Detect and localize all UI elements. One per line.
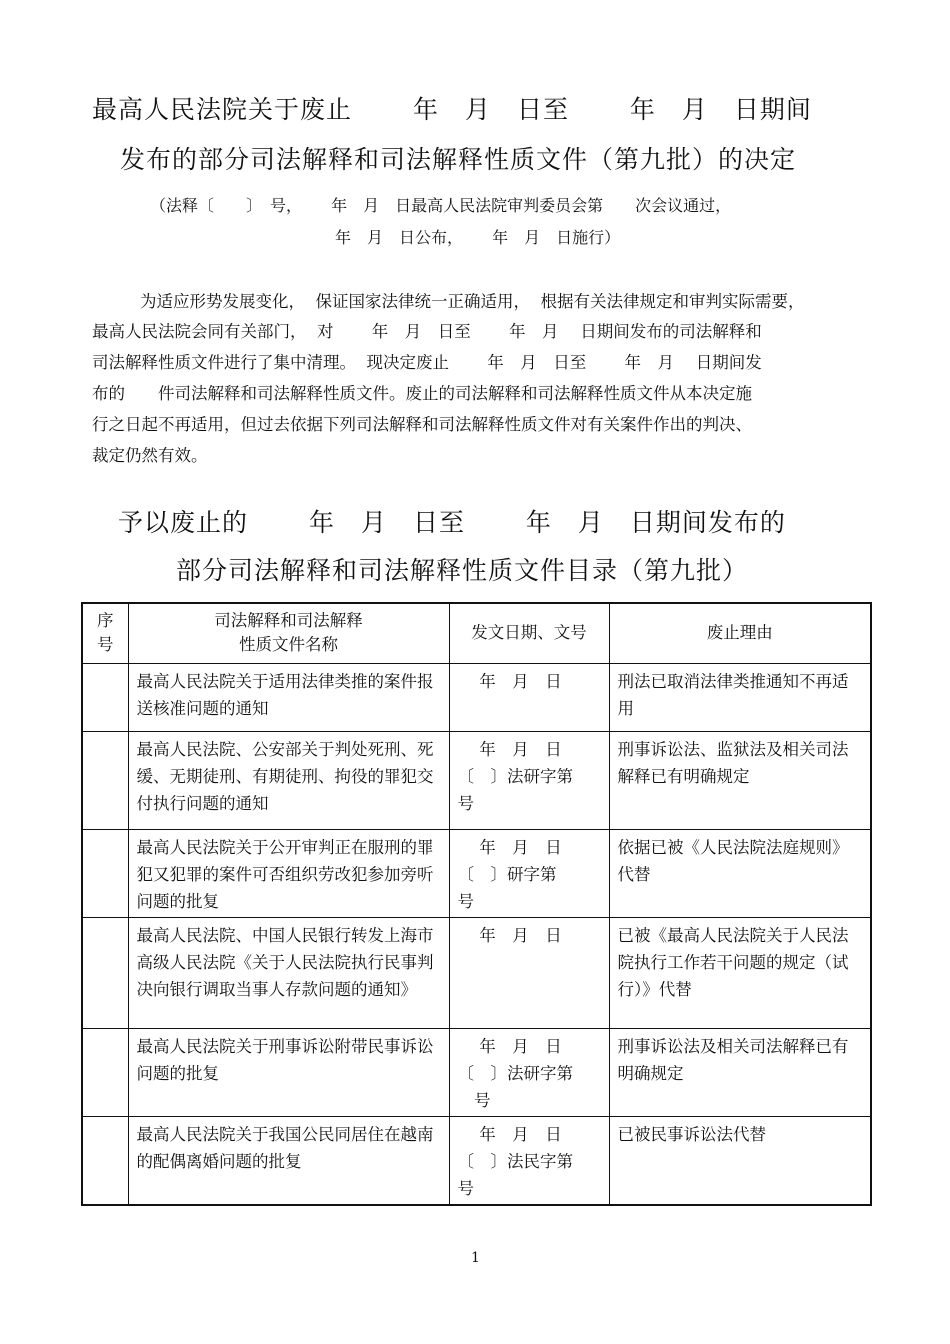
header-date: 发文日期、文号 bbox=[449, 603, 609, 663]
list-title-line-2: 部分司法解释和司法解释性质文件目录（第九批） bbox=[176, 556, 749, 585]
cell-seq bbox=[82, 917, 128, 1028]
cell-reason: 已被民事诉讼法代替 bbox=[609, 1116, 871, 1205]
doc-title-line-2: 发布的部分司法解释和司法解释性质文件（第九批）的决定 bbox=[120, 145, 797, 174]
header-reason: 废止理由 bbox=[609, 603, 871, 663]
doc-title-line-1: 最高人民法院关于废止 年 月 日至 年 月 日期间 bbox=[92, 95, 812, 124]
cell-date: 年 月 日 〔 〕法研字第 号 bbox=[449, 1028, 609, 1116]
body-line: 司法解释性质文件进行了集中清理。 现决定废止 年 月 日至 年 月 日期间发 bbox=[92, 353, 762, 372]
repealed-documents-table bbox=[81, 602, 872, 1206]
cell-date: 年 月 日 bbox=[449, 917, 609, 1028]
table-row bbox=[82, 1116, 871, 1205]
page-number: 1 bbox=[471, 1250, 480, 1266]
list-title-line-1: 予以废止的 年 月 日至 年 月 日期间发布的 bbox=[118, 508, 786, 537]
cell-name: 最高人民法院关于公开审判正在服刑的罪犯又犯罪的案件可否组织劳改犯参加旁听问题的批复 bbox=[128, 829, 449, 917]
cell-date: 年 月 日 〔 〕研字第 号 bbox=[449, 829, 609, 917]
body-line: 最高人民法院会同有关部门， 对 年 月 日至 年 月 日期间发布的司法解释和 bbox=[92, 322, 762, 341]
body-line: 为适应形势发展变化， 保证国家法律统一正确适用， 根据有关法律规定和审判实际需要， bbox=[140, 292, 805, 311]
table-row bbox=[82, 829, 871, 917]
subtitle-line-2: 年 月 日公布， 年 月 日施行） bbox=[335, 228, 621, 247]
cell-reason: 刑事诉讼法、监狱法及相关司法解释已有明确规定 bbox=[609, 731, 871, 829]
table-row bbox=[82, 1028, 871, 1116]
cell-seq bbox=[82, 1116, 128, 1205]
cell-name: 最高人民法院关于刑事诉讼附带民事诉讼问题的批复 bbox=[128, 1028, 449, 1116]
cell-seq bbox=[82, 1028, 128, 1116]
cell-reason: 刑法已取消法律类推通知不再适用 bbox=[609, 663, 871, 731]
cell-date: 年 月 日 bbox=[449, 663, 609, 731]
cell-name: 最高人民法院关于适用法律类推的案件报送核准问题的通知 bbox=[128, 663, 449, 731]
cell-date: 年 月 日 〔 〕法民字第 号 bbox=[449, 1116, 609, 1205]
header-name: 司法解释和司法解释 性质文件名称 bbox=[128, 603, 449, 663]
cell-name: 最高人民法院、中国人民银行转发上海市高级人民法院《关于人民法院执行民事判决向银行调取当事人存款问题的通知》 bbox=[128, 917, 449, 1028]
cell-name: 最高人民法院、公安部关于判处死刑、死缓、无期徒刑、有期徒刑、拘役的罪犯交付执行问题的通知 bbox=[128, 731, 449, 829]
cell-seq bbox=[82, 663, 128, 731]
subtitle-line-1: （法释〔 〕 号， 年 月 日最高人民法院审判委员会第 次会议通过， bbox=[150, 196, 732, 215]
header-seq: 序 号 bbox=[82, 603, 128, 663]
body-line: 行之日起不再适用，但过去依据下列司法解释和司法解释性质文件对有关案件作出的判决、 bbox=[92, 415, 752, 434]
table-row bbox=[82, 663, 871, 731]
body-line: 布的 件司法解释和司法解释性质文件。废止的司法解释和司法解释性质文件从本决定施 bbox=[92, 384, 752, 403]
table-row bbox=[82, 917, 871, 1028]
cell-seq bbox=[82, 731, 128, 829]
table-row bbox=[82, 731, 871, 829]
cell-seq bbox=[82, 829, 128, 917]
cell-date: 年 月 日 〔 〕法研字第 号 bbox=[449, 731, 609, 829]
cell-name: 最高人民法院关于我国公民同居住在越南的配偶离婚问题的批复 bbox=[128, 1116, 449, 1205]
cell-reason: 依据已被《人民法院法庭规则》代替 bbox=[609, 829, 871, 917]
cell-reason: 已被《最高人民法院关于人民法院执行工作若干问题的规定（试行）》代替 bbox=[609, 917, 871, 1028]
body-line: 裁定仍然有效。 bbox=[92, 446, 208, 465]
cell-reason: 刑事诉讼法及相关司法解释已有明确规定 bbox=[609, 1028, 871, 1116]
